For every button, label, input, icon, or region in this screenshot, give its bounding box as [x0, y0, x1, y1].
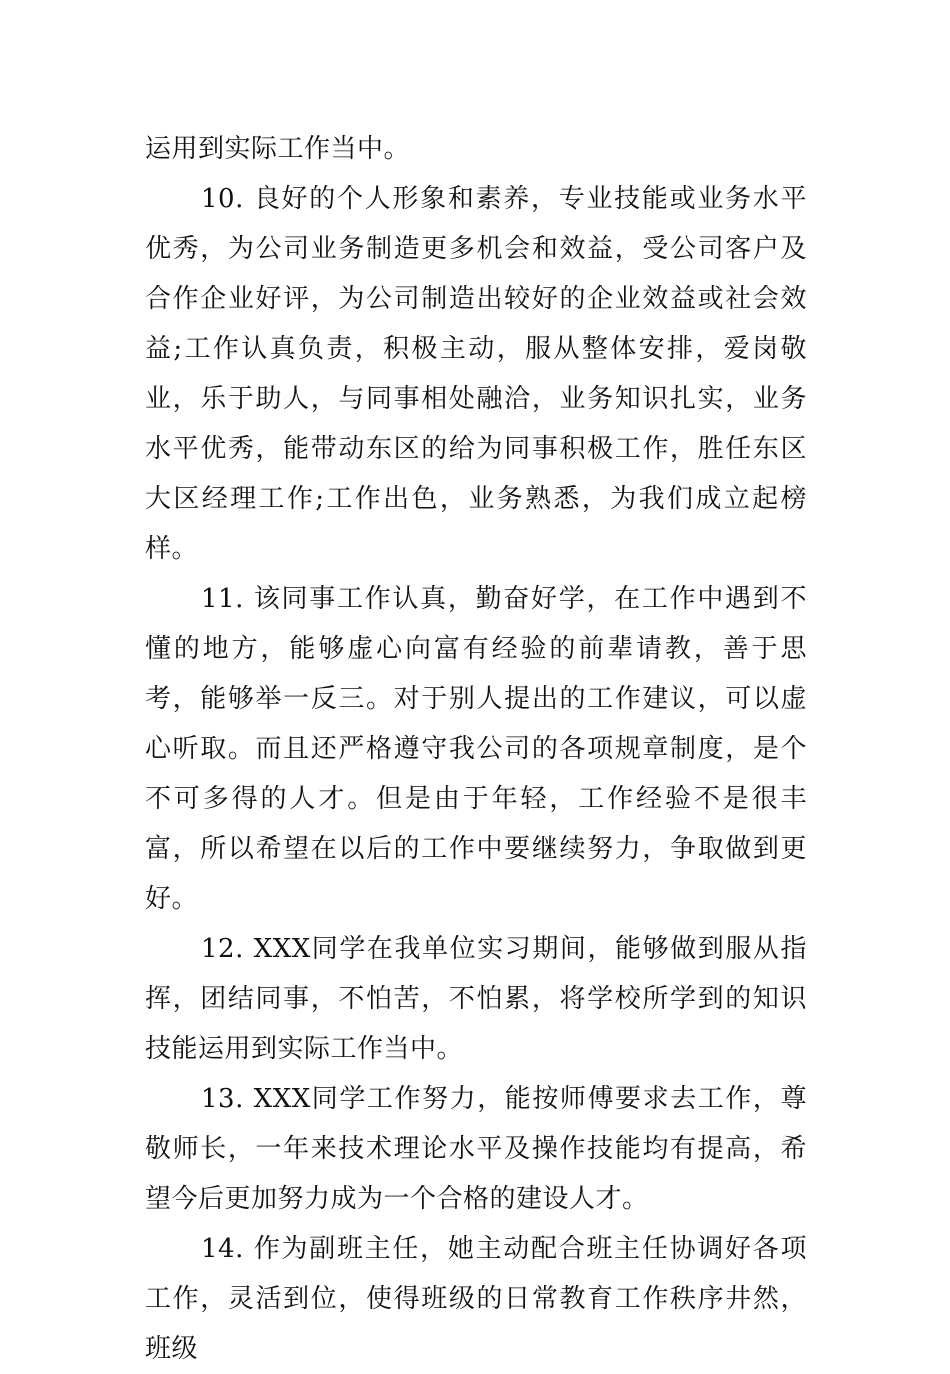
paragraph-item-13: 13. XXX同学工作努力，能按师傅要求去工作，尊敬师长，一年来技术理论水平及操作技能均有提高，希望今后更加努力成为一个合格的建设人才。 — [145, 1084, 807, 1214]
paragraph-item-10: 10. 良好的个人形象和素养，专业技能或业务水平优秀，为公司业务制造更多机会和效益，受公司客户及合作企业好评，为公司制造出较好的企业效益或社会效益;工作认真负责，积极主动，服从整体安排，爱岗敬业，乐于助人，与同事相处融洽，业务知识扎实，业务水平优秀，能带动东区的给为同事积极工作，胜任东区大区经理工作;工作出色，业务熟悉，为我们成立起榜样。 — [145, 184, 807, 564]
paragraph-item-14: 14. 作为副班主任，她主动配合班主任协调好各项工作，灵活到位，使得班级的日常教育工作秩序井然，班级 — [145, 1234, 807, 1364]
document-body — [145, 124, 807, 1374]
paragraph-item-12: 12. XXX同学在我单位实习期间，能够做到服从指挥，团结同事，不怕苦，不怕累，将学校所学到的知识技能运用到实际工作当中。 — [145, 934, 807, 1064]
paragraph-item-11: 11. 该同事工作认真，勤奋好学，在工作中遇到不懂的地方，能够虚心向富有经验的前辈请教，善于思考，能够举一反三。对于别人提出的工作建议，可以虚心听取。而且还严格遵守我公司的各项规章制度，是个不可多得的人才。但是由于年轻，工作经验不是很丰富，所以希望在以后的工作中要继续努力，争取做到更好。 — [145, 584, 807, 914]
paragraph-continuation: 运用到实际工作当中。 — [145, 134, 411, 164]
